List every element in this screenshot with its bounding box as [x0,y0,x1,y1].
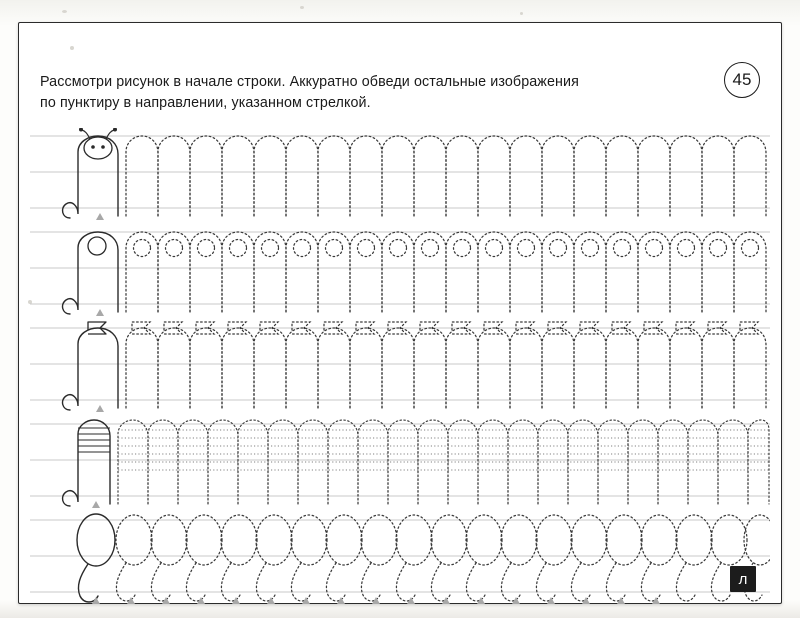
publisher-letter: л [738,570,748,588]
scan-speckle [62,10,67,13]
practice-row-5 [30,512,770,608]
scan-speckle [520,12,523,15]
dotted-traces-row-5 [116,515,770,601]
page-number-badge [724,62,760,98]
scan-speckle [70,46,74,50]
direction-arrow-row-4 [92,501,100,508]
practice-row-1 [30,128,770,224]
dotted-traces-row-4 [118,420,769,504]
model-figure-row-2 [63,232,118,314]
instruction-line-2: по пунктиру в направлении, указанном стрелкой. [40,95,371,111]
publisher-mark [730,566,756,592]
direction-arrow-row-2 [96,309,104,316]
model-figure-row-5 [77,514,115,602]
direction-arrow-row-3 [96,405,104,412]
instruction-line-1: Рассмотри рисунок в начале строки. Аккуратно обведи остальные изображения [40,74,579,90]
instruction-text [40,72,700,114]
practice-rows [30,128,770,608]
model-figure-row-1 [63,128,118,218]
direction-arrow-row-1 [96,213,104,220]
practice-row-3 [30,320,770,416]
practice-row-4 [30,416,770,512]
practice-row-2 [30,224,770,320]
model-figure-row-4 [63,420,110,506]
dotted-traces-row-1 [126,136,766,216]
dotted-traces-row-2 [126,232,766,312]
scan-speckle [300,6,304,9]
stripe-hatching-row-4 [118,430,769,470]
page-number-value: 45 [732,70,752,89]
model-figure-row-3 [63,322,118,410]
dotted-traces-row-3 [126,322,766,408]
